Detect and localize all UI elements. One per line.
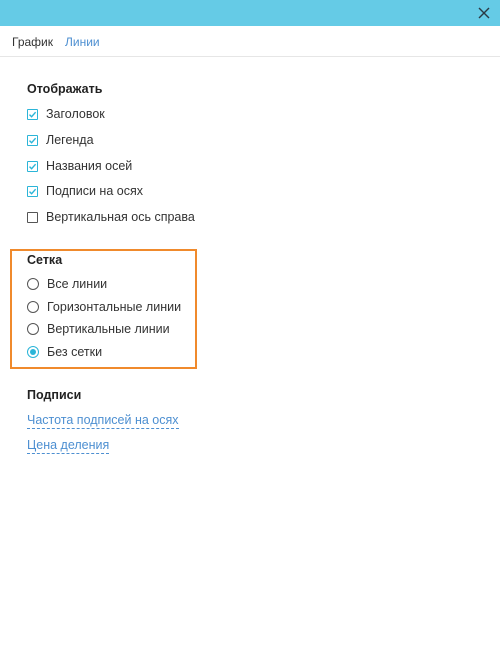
radio-label: Горизонтальные линии <box>47 300 182 314</box>
axis-label-frequency-link[interactable]: Частота подписей на осях <box>27 413 179 427</box>
title-bar <box>0 0 500 26</box>
checkbox-checked-icon[interactable] <box>27 161 38 172</box>
checkbox-row-legend[interactable] <box>27 132 94 148</box>
display-section-title: Отображать <box>27 82 103 96</box>
labels-section-title: Подписи <box>27 388 82 402</box>
radio-row-vertical-lines[interactable] <box>27 321 170 337</box>
checkbox-row-title[interactable] <box>27 106 105 122</box>
radio-label: Вертикальные линии <box>47 322 170 336</box>
tab-chart[interactable]: График <box>12 35 53 49</box>
checkbox-row-axis-labels[interactable] <box>27 183 143 199</box>
checkbox-row-right-axis[interactable] <box>27 209 195 225</box>
radio-unselected-icon[interactable] <box>27 323 39 335</box>
grid-section-title: Сетка <box>27 253 63 267</box>
checkbox-unchecked-icon[interactable] <box>27 212 38 223</box>
radio-label: Без сетки <box>47 345 103 359</box>
radio-unselected-icon[interactable] <box>27 301 39 313</box>
tab-lines[interactable]: Линии <box>65 35 100 49</box>
tab-bar <box>0 26 500 57</box>
radio-unselected-icon[interactable] <box>27 278 39 290</box>
checkbox-checked-icon[interactable] <box>27 109 38 120</box>
radio-row-all-lines[interactable] <box>27 276 107 292</box>
radio-row-no-grid[interactable] <box>27 344 102 360</box>
checkbox-row-axis-titles[interactable] <box>27 158 132 174</box>
radio-selected-icon[interactable] <box>27 346 39 358</box>
close-button[interactable] <box>474 3 494 23</box>
checkbox-checked-icon[interactable] <box>27 135 38 146</box>
checkbox-label: Названия осей <box>46 159 133 173</box>
checkbox-checked-icon[interactable] <box>27 186 38 197</box>
radio-label: Все линии <box>47 277 108 291</box>
checkbox-label: Легенда <box>46 133 94 147</box>
checkbox-label: Вертикальная ось справа <box>46 210 195 224</box>
close-icon <box>474 3 494 23</box>
radio-row-horizontal-lines[interactable] <box>27 299 181 315</box>
checkbox-label: Заголовок <box>46 107 105 121</box>
checkbox-label: Подписи на осях <box>46 184 143 198</box>
scale-division-link[interactable]: Цена деления <box>27 438 110 452</box>
